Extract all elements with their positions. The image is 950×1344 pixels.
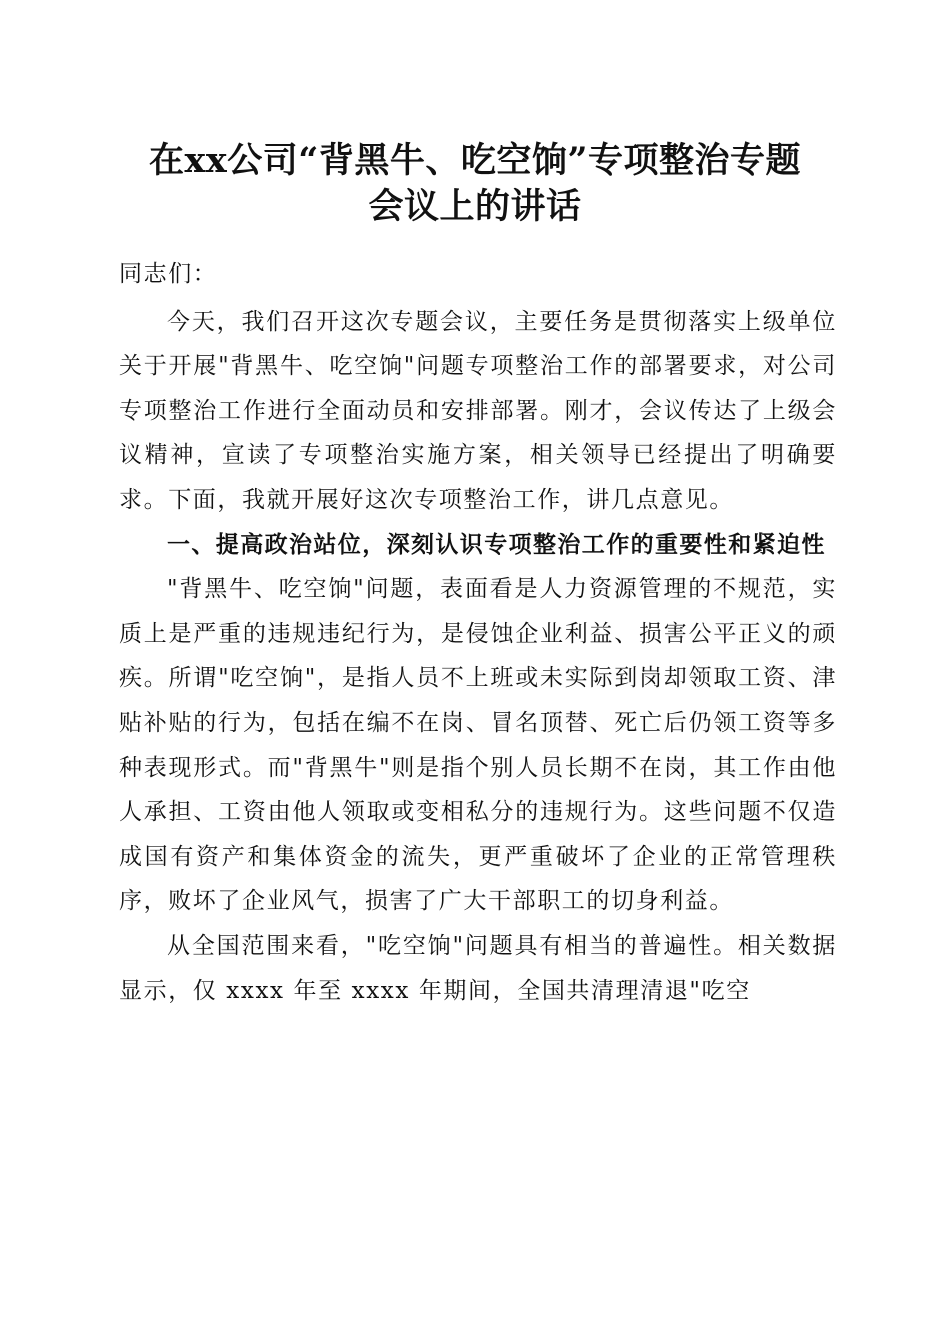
document-title-line-1: 在xx公司“背黑牛、吃空饷”专项整治专题 <box>149 140 801 181</box>
paragraph-national-scope: 从全国范围来看，"吃空饷"问题具有相当的普遍性。相关数据显示，仅 xxxx 年至 xxxx 年期间，全国共清理清退"吃空 <box>119 932 837 1004</box>
salutation: 同志们： <box>119 261 218 287</box>
paragraph-definition: "背黑牛、吃空饷"问题，表面看是人力资源管理的不规范，实质上是严重的违规违纪行为，是侵蚀企业利益、损害公平正义的顽疾。所谓"吃空饷"，是指人员不上班或未实际到岗却领取工资、津贴补贴的行为，包括在编不在岗、冒名顶替、死亡后仍领工资等多种表现形式。而"背黑牛"则是指个别人员长期不在岗，其工作由他人承担、工资由他人领取或变相私分的违规行为。这些问题不仅造成国有资产和集体资金的流失，更严重破坏了企业的正常管理秩序，败坏了企业风气，损害了广大干部职工的切身利益。 <box>119 576 837 915</box>
paragraph-intro: 今天，我们召开这次专题会议，主要任务是贯彻落实上级单位关于开展"背黑牛、吃空饷"问题专项整治工作的部署要求，对公司专项整治工作进行全面动员和安排部署。刚才，会议传达了上级会议精神，宣读了专项整治实施方案，相关领导已经提出了明确要求。下面，我就开展好这次专项整治工作，讲几点意见。 <box>119 308 837 513</box>
section-heading-1: 一、提高政治站位，深刻认识专项整治工作的重要性和紧迫性 <box>167 531 826 558</box>
document-title-line-2: 会议上的讲话 <box>368 186 582 227</box>
document-body <box>119 252 837 1013</box>
